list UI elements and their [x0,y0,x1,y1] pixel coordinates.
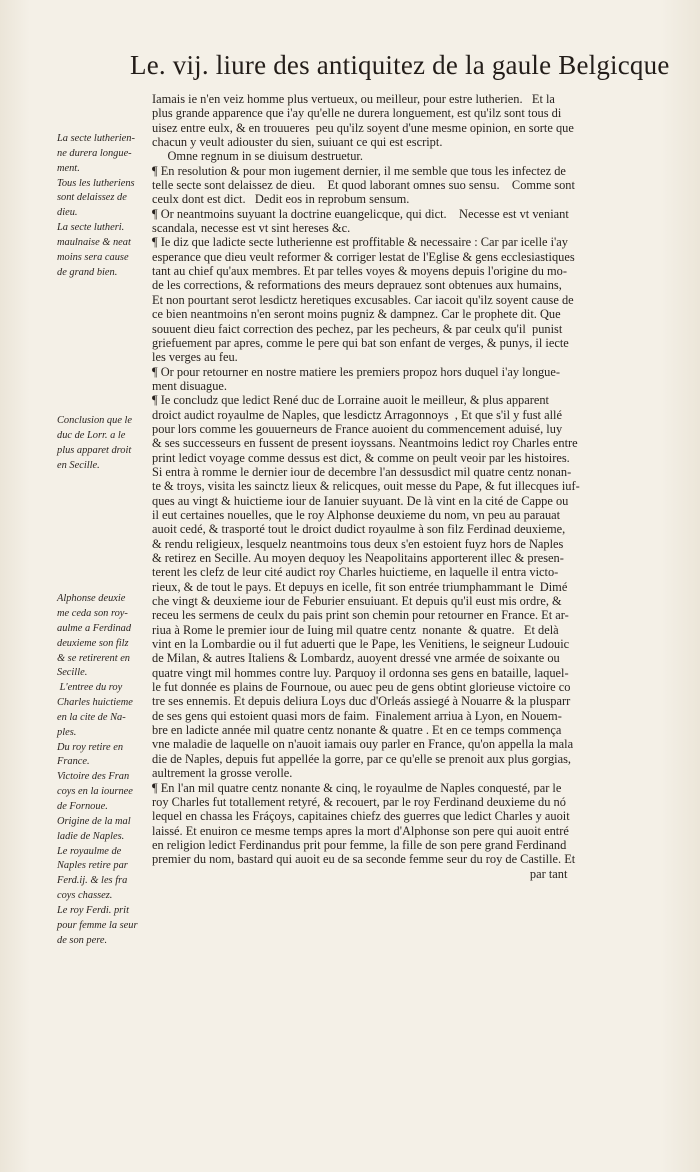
body-line: uisez entre eulx, & en trouueres peu qu'ilz soyent d'une mesme opinion, en sorte que [152,120,574,135]
body-line: ¶ Or pour retourner en nostre matiere les premiers propoz hors duquel i'ay longue- [152,364,561,379]
body-line: ¶ Ie concludz que ledict René duc de Lorraine auoit le meilleur, & plus apparent [152,393,549,408]
running-title: Le. vij. liure des antiquitez de la gaule Belgicque [130,50,670,80]
body-line: Et non pourtant serot lesdictz heretiques excusables. Car iacoit qu'ilz soyent cause de [152,292,574,307]
body-line: de ses gens qui estoient quasi mors de faim. Finalement arriua à Lyon, en Nouem- [152,708,562,723]
margin-note: La secte lutheri. maulnaise & neat moins sera cause de grand bien. [57,222,131,278]
margin-note: Alphonse deuxie me ceda son roy- aulme a Ferdinad deuxieme son filz & se retirerent en Secille. [57,593,132,679]
body-line: tant au chief qu'aux membres. Et par telles voyes & moyens depuis l'origine du mo- [152,264,567,279]
body-line: ¶ En resolution & pour mon iugement dernier, il me semble que tous les infectez de [152,163,566,178]
body-line: & ses successeurs en fussent de present ioyssans. Neantmoins ledict roy Charles entre [152,436,578,451]
body-line: telle secte sont delaissez de dieu. Et quod laborant omnes suo sensu. Comme sont [152,178,575,193]
body-line: ¶ En l'an mil quatre centz nonante & cinq, le royaulme de Naples conquesté, par le [152,780,562,795]
body-line: vne maladie de laquelle on n'auoit iamais ouy parler en France, qu'on appella la mala [152,737,574,752]
body-line: ¶ Ie diz que ladicte secte lutherienne est proffitable & necessaire : Car par icelle i'ay [152,235,568,250]
margin-notes [57,132,157,948]
body-line: print ledict voyage comme dessus est dict, & comme on peult veoir par les histoires. [152,450,570,465]
body-line: ment disuague. [152,378,228,393]
margin-note: Le roy Ferdi. prit pour femme la seur de son pere. [57,904,138,946]
margin-note: Origine de la mal ladie de Naples. [57,815,131,842]
margin-note: L'entree du roy Charles huictieme en la cite de Na- ples. [57,682,133,738]
body-line: rieux, & de tout le pays. Et depuys en icelle, fit son entrée triumphammant le Dimé [152,579,568,594]
body-line: laissé. Et enuiron ce mesme temps apres la mort d'Alphonse son pere qui auoit entré [152,823,569,838]
body-line: Si entra à romme le dernier iour de decembre l'an dessusdict mil quatre centz nonan- [152,464,572,479]
body-line: scandala, necesse est vt sint hereses &c. [152,221,351,236]
body-line: en religion ledict Ferdinandus prit pour femme, la fille de son pere grand Ferdinand [152,837,567,852]
body-line: droict audict royaulme de Naples, que lesdictz Arragonnoys , Et que s'il y fust allé [152,407,562,422]
margin-note: Tous les lutheriens sont delaissez de dieu. [57,177,135,219]
body-line: tre ses ennemis. Et depuis deliura Loys duc d'Orleás assiegé à Nouarre & la plusparr [152,694,571,709]
body-line: les verges au feu. [152,350,238,365]
body-line: il eut certaines nouelles, que le roy Alphonse deuxieme du nom, vn peu au parauat [152,507,561,522]
body-line: riua à Rome le premier iour de Iuing mil quatre centz nonante & quatre. Et delà [152,622,559,637]
body-line: & retirez en Secille. Au moyen dequoy les Neapolitains apporterent illec & presen- [152,551,564,565]
body-line: che vingt & deuxieme iour de Feburier ensuiuant. Et depuis qu'il eust mis ordre, & [152,594,562,609]
body-line: chacun y veult adiouster du sien, suiuant ce qui est escript. [152,135,443,150]
body-line: de les corrections, & reformations des meurs deprauez sont obtenues aux humains, [152,278,562,293]
body-line: Iamais ie n'en veiz homme plus vertueux, ou meilleur, pour estre lutherien. Et la [152,92,555,106]
body-line: bre en ladicte année mil quatre centz nonante & quatre . Et en ce temps commença [152,723,562,738]
body-line: Omne regnum in se diuisum destruetur. [152,149,363,164]
body-line: vint en la Lombardie ou il fut aduerti que le Pape, les Venitiens, le seigneur Ludouic [152,637,570,652]
body-line: esperance que dieu veult reformer & corriger lestat de l'Eglise & gens ecclesiastiques [152,249,575,264]
body-line: souuent dieu faict correction des pechez, par les pecheurs, & par ceulx qu'il punist [152,321,563,336]
body-line: pour lors comme les gouuerneurs de France auoient du commencement aduisé, luy [152,421,563,436]
body-line: par tant [152,866,568,881]
body-line: premier du nom, bastard qui auoit eu de sa seconde femme seur du roy de Castille. Et [152,852,576,867]
margin-note: Du roy retire en France. [57,741,124,768]
body-line: & rendu religieux, lesquelz neantmoins tous deux s'en estoient fuyz hors de Naples [152,536,564,551]
body-line: lequel en chassa les Fráçoys, capitaines chiefz des guerres que ledict Charles y auoit [152,809,570,824]
body-line: ques au vingt & huictieme iour de Ianuier suyuant. De là vint en la cité de Cappe ou [152,493,569,508]
body-line: plus grande apparence que i'ay qu'elle ne durera longuement, est qu'ilz sont tous di [152,106,562,121]
margin-note: Le royaulme de Naples retire par Ferd.ij. & les fra coys chassez. [57,845,128,902]
margin-note: Victoire des Fran coys en la iournee de Fornoue. [57,771,133,812]
body-line: die de Naples, depuis fut appellée la gorre, par ce qu'elle se prenoit aux plus gorgias, [152,751,572,766]
body-line: receu les sermens de ceulx du pais print son chemin pour retourner en France. Et ar- [152,608,569,623]
body-line: roy Charles fut totallement retyré, & recouert, par le roy Ferdinand deuxieme du nó [152,794,566,809]
body-line: ceulx dont est dict. Dedit eos in reprobum sensum. [152,192,410,207]
body-line: aultrement la grosse verolle. [152,766,293,781]
body-line: quatre vingt mil hommes contre luy. Parquoy il ordonna ses gens en bataille, laquel- [152,665,569,680]
body-line: auoit cedé, & trasporté tout le droict dudict royaulme à son filz Ferdinad deuxieme, [152,522,566,537]
body-line: le fut donnée es plains de Fournoue, ou auec peu de gens obtint glorieuse victoire co [152,680,571,695]
body-line: ¶ Or neantmoins suyuant la doctrine euangelicque, qui dict. Necesse est vt veniant [152,206,569,221]
body-line: ce bien neantmoins n'en seront moins pugniz & dampnez. Car le prophete dit. Que [152,307,561,322]
body-line: terent les clefz de leur cité audict roy Charles huictieme, en laquelle il entra victo- [152,565,559,580]
body-line: te & troys, visita les sainctz lieux & relicques, ouit messe du Pape, & fut illecques iuf- [152,479,580,494]
body-line: griefuement par apres, comme le pere qui bat son enfant de verges, & punys, il iecte [152,335,569,350]
margin-note: La secte lutherien- ne durera longue- ment. [57,133,135,174]
body-text [152,92,680,881]
margin-note: Conclusion que le duc de Lorr. a le plus apparet droit en Secille. [57,415,133,471]
body-line: de Milan, & autres Italiens & Lombardz, auoyent dressé vne armée de soixante ou [152,651,560,666]
